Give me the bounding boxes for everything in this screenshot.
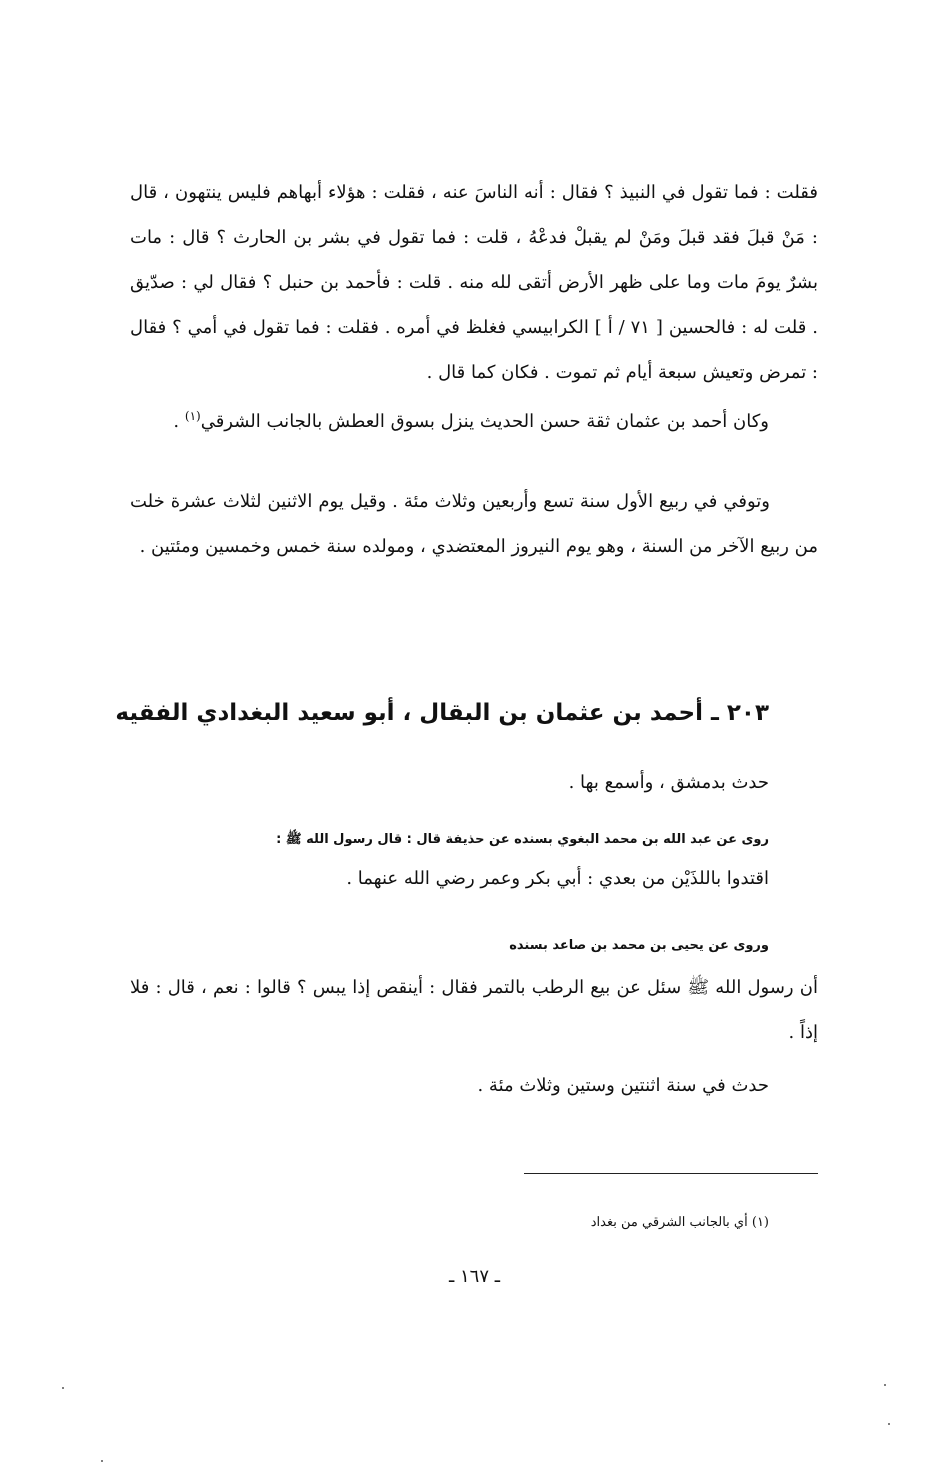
hadith-text-2: أن رسول الله ﷺ سئل عن بيع الرطب بالتمر فقال : أينقص إذا يبس ؟ قالوا : نعم ، قال : فلا إذاً . [130,977,818,1043]
isnad-line-2: وروى عن يحيى بن محمد بن صاعد بسنده [509,938,769,953]
paragraph-narrator-end: . [173,411,185,432]
entry-intro-line: حدث بدمشق ، وأسمع بها . [568,772,769,793]
scan-speck [62,1387,64,1389]
scan-speck [888,1423,890,1425]
paragraph-death-date: وتوفي في ربيع الأول سنة تسع وأربعين وثلاث مئة . وقيل يوم الاثنين لثلاث عشرة خلت من ربيع الآخر من السنة ، وهو يوم النيروز المعتضدي ، ومولده سنة خمس وخمسين ومئتين . [130,491,818,557]
isnad-line-1: روى عن عبد الله بن محمد البغوي بسنده عن حذيفة قال : قال رسول الله ﷺ : [276,832,769,847]
hadith-text-1: اقتدوا باللذَيْن من بعدي : أبي بكر وعمر رضي الله عنهما . [346,868,769,889]
paragraph-narrator-note [173,409,769,432]
scan-speck [884,1384,886,1386]
entry-closing-line: حدث في سنة اثنتين وستين وثلاث مئة . [477,1075,769,1096]
footnote-divider [524,1173,818,1174]
page-number: ـ ١٦٧ ـ [448,1266,500,1287]
entry-heading: ٢٠٣ ـ أحمد بن عثمان بن البقال ، أبو سعيد البغدادي الفقيه [115,700,769,726]
paragraph-narrator-text: وكان أحمد بن عثمان ثقة حسن الحديث ينزل بسوق العطش بالجانب الشرقي [200,411,769,432]
footnote-marker: (١) [184,409,201,423]
footnote: (١) أي بالجانب الشرقي من بغداد [590,1215,769,1230]
paragraph-continued-dialogue: فقلت : فما تقول في النبيذ ؟ فقال : أنه الناسَ عنه ، فقلت : هؤلاء أبهاهم فليس ينتهون ، قال : مَنْ قبلَ فقد قبلَ ومَنْ لم يقبلْ فدعْهُ ، قلت : فما تقول في بشر بن الحارث ؟ قال : مات بشرٌ يومَ مات وما على ظهر الأرض أتقى لله منه . قلت : فأحمد بن حنبل ؟ فقال لي : صدّيق . قلت له : فالحسين [ ٧١ / أ ] الكرابيسي فغلظ في أمره . فقلت : فما تقول في أمي ؟ فقال : تمرض وتعيش سبعة أيام ثم تموت . فكان كما قال . [130,182,819,383]
scan-speck [101,1460,103,1462]
